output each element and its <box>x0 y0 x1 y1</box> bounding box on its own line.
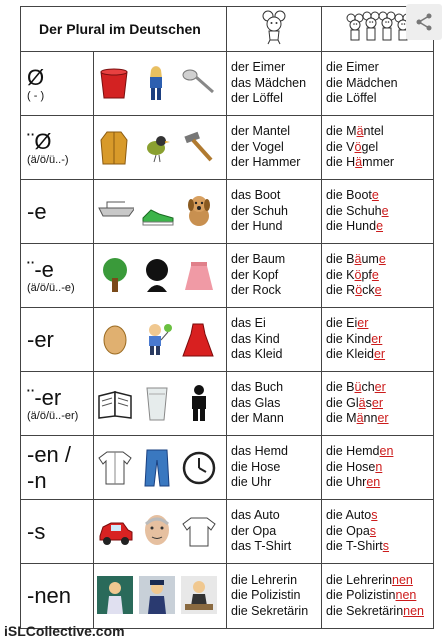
plural-word <box>326 411 433 427</box>
trousers-icon <box>138 448 176 488</box>
car-icon <box>96 512 134 552</box>
plural-ending-mark: ä <box>358 395 366 410</box>
plural-word <box>326 140 433 156</box>
singular-word: die Hose <box>231 459 281 474</box>
plural-word <box>326 252 433 268</box>
table-row <box>21 244 434 308</box>
picture-cell <box>94 180 227 244</box>
plural-word <box>326 316 433 332</box>
singular-word: der Eimer <box>231 60 286 75</box>
plural-stem: die Gl <box>326 395 359 410</box>
man-icon <box>180 384 218 424</box>
singular-word: der Mann <box>231 411 284 426</box>
plural-stem: die Kleid <box>326 347 374 362</box>
plural-stem: die T-Shirt <box>326 539 383 554</box>
plural-stem: die M <box>326 411 357 426</box>
singular-word: die Sekretärin <box>231 603 309 618</box>
plural-stem: die Auto <box>326 508 372 523</box>
ending-label: -nen <box>27 583 72 609</box>
singular-word: das Hemd <box>231 444 288 459</box>
teacher-icon <box>96 576 134 616</box>
plural-word <box>326 508 433 524</box>
header-row <box>21 7 434 52</box>
plural-word <box>326 219 433 235</box>
bird-icon <box>138 128 176 168</box>
plural-word <box>326 76 433 92</box>
singular-word: das Boot <box>231 188 281 203</box>
singular-word: der Baum <box>231 252 286 267</box>
ending-cell <box>21 52 94 116</box>
ending-note: (ä/ö/ü..-) <box>27 153 69 166</box>
picture-cell <box>94 308 227 372</box>
plural-word <box>326 283 433 299</box>
ending-cell <box>21 180 94 244</box>
ending-label-2: -n <box>27 467 47 493</box>
ending-note: (ä/ö/ü..-er) <box>27 409 79 422</box>
plural-stem: die Schuh <box>326 203 382 218</box>
singular-cell <box>227 180 322 244</box>
plural-stem: die Sekretärin <box>326 603 404 618</box>
plural-stem: die Uhr <box>326 475 367 490</box>
ending-label: -er <box>27 326 54 352</box>
plural-ending-mark: nen <box>403 603 424 618</box>
singular-word: die Lehrerin <box>231 572 298 587</box>
grandpa-icon <box>138 512 176 552</box>
ending-note: (ä/ö/ü..-e) <box>27 281 75 294</box>
ending-label: ¨Ø <box>27 128 52 154</box>
plural-stem: die Löffel <box>326 91 377 106</box>
plural-stem: die V <box>326 139 355 154</box>
singular-cell <box>227 52 322 116</box>
police-icon <box>138 576 176 616</box>
singular-word: der Schuh <box>231 203 288 218</box>
girl-icon <box>138 64 176 104</box>
plural-stem: ch <box>361 380 375 395</box>
plural-cell <box>322 244 434 308</box>
plural-stem: die B <box>326 380 355 395</box>
picture-cell <box>94 116 227 180</box>
singular-word: der Rock <box>231 283 282 298</box>
singular-cell <box>227 244 322 308</box>
plural-cell <box>322 308 434 372</box>
singular-cell <box>227 308 322 372</box>
picture-cell <box>94 436 227 500</box>
tshirt-icon <box>180 512 218 552</box>
singular-word: der Hund <box>231 219 283 234</box>
plural-ending-mark: e <box>371 188 379 203</box>
ending-label: ¨-e <box>27 256 54 282</box>
singular-word: der Opa <box>231 523 277 538</box>
plural-ending-mark: er <box>374 380 386 395</box>
plural-stem: die Boot <box>326 188 372 203</box>
ending-cell <box>21 564 94 629</box>
plural-stem: um <box>361 252 379 267</box>
plural-ending-mark: er <box>371 331 383 346</box>
table-row <box>21 308 434 372</box>
book-icon <box>96 384 134 424</box>
ending-cell <box>21 436 94 500</box>
plural-word <box>326 204 433 220</box>
plural-cell <box>322 116 434 180</box>
plural-stem: die R <box>326 283 356 298</box>
plural-word <box>326 396 433 412</box>
singular-word: der Löffel <box>231 91 283 106</box>
plural-ending-mark: n <box>375 459 383 474</box>
singular-cell <box>227 564 322 629</box>
plural-ending-mark: s <box>369 523 377 538</box>
plural-ending-mark: en <box>366 475 381 490</box>
plural-ending-mark: en <box>379 444 394 459</box>
plural-stem: pf <box>361 267 372 282</box>
plural-ending-mark: er <box>357 316 369 331</box>
plural-word <box>326 444 433 460</box>
page-title: Der Plural im Deutschen <box>21 7 227 52</box>
singular-word: der Kopf <box>231 267 279 282</box>
singular-word: das Buch <box>231 380 284 395</box>
shirt-icon <box>96 448 134 488</box>
plural-stem: die H <box>326 155 356 170</box>
plural-word <box>326 460 433 476</box>
plural-cell <box>322 180 434 244</box>
ending-label: -e <box>27 198 47 224</box>
ending-label: -s <box>27 518 46 544</box>
spoon-icon <box>180 64 218 104</box>
plural-cell <box>322 372 434 436</box>
plural-ending-mark: e <box>376 219 384 234</box>
table-row <box>21 500 434 564</box>
plural-ending-mark: ä <box>356 411 364 426</box>
dress-icon <box>180 320 218 360</box>
plural-cell <box>322 52 434 116</box>
plural-word <box>326 604 433 620</box>
plural-word <box>326 155 433 171</box>
picture-cell <box>94 244 227 308</box>
singular-word: das T-Shirt <box>231 539 292 554</box>
tree-icon <box>96 256 134 296</box>
plural-ending-mark: e <box>374 283 382 298</box>
ending-cell <box>21 244 94 308</box>
table-row <box>21 52 434 116</box>
plural-word <box>326 539 433 555</box>
plural-stem: die Mädchen <box>326 75 398 90</box>
ending-cell <box>21 500 94 564</box>
plural-stem: nn <box>363 411 378 426</box>
plural-word <box>326 91 433 107</box>
singular-cell <box>227 116 322 180</box>
plural-ending-mark: e <box>381 203 389 218</box>
singular-word: das Auto <box>231 508 280 523</box>
plural-stem: die Hemd <box>326 444 380 459</box>
plural-ending-mark: ö <box>354 267 362 282</box>
picture-cell <box>94 500 227 564</box>
head-icon <box>138 256 176 296</box>
clock-icon <box>180 448 218 488</box>
plural-ending-mark: ö <box>354 139 362 154</box>
secretary-icon <box>180 576 218 616</box>
singular-word: das Mädchen <box>231 75 307 90</box>
singular-word: das Kleid <box>231 347 283 362</box>
plural-stem: die Opa <box>326 523 370 538</box>
dog-icon <box>180 192 218 232</box>
mouse-icon <box>259 9 289 45</box>
ending-label: ¨-er <box>27 384 62 410</box>
boat-icon <box>96 192 134 232</box>
mice-icon <box>343 9 413 45</box>
singular-cell <box>227 500 322 564</box>
plural-ending-mark: er <box>371 395 383 410</box>
table-row <box>21 116 434 180</box>
plural-stem: die M <box>326 124 357 139</box>
share-icon <box>414 12 434 32</box>
plural-ending-mark: nen <box>392 572 413 587</box>
plural-ending-mark: nen <box>395 588 417 603</box>
plural-ending-mark: ä <box>354 252 362 267</box>
plural-ending-mark: er <box>377 411 389 426</box>
child-icon <box>138 320 176 360</box>
shoe-icon <box>138 192 176 232</box>
watermark: iSLCollective.com <box>4 623 125 639</box>
ending-label: -en / <box>27 442 72 468</box>
plural-ending-mark: ü <box>354 380 362 395</box>
plural-ending-mark: ä <box>355 155 363 170</box>
plural-stem: s <box>365 395 372 410</box>
ending-label: Ø <box>27 64 45 90</box>
plural-word <box>326 124 433 140</box>
egg-icon <box>96 320 134 360</box>
plural-ending-mark: e <box>378 252 386 267</box>
skirt-icon <box>180 256 218 296</box>
plural-stem: ntel <box>363 124 384 139</box>
singular-word: der Mantel <box>231 124 291 139</box>
plural-word <box>326 573 433 589</box>
table-row <box>21 372 434 436</box>
plural-stem: die Polizistin <box>326 588 396 603</box>
plural-word <box>326 188 433 204</box>
plural-stem: gel <box>361 139 379 154</box>
plural-word <box>326 380 433 396</box>
plural-stem: die K <box>326 267 355 282</box>
plural-stem: mmer <box>362 155 395 170</box>
ending-cell <box>21 372 94 436</box>
plural-stem: die Lehrerin <box>326 572 393 587</box>
plural-word <box>326 588 433 604</box>
coat-icon <box>96 128 134 168</box>
plural-word <box>326 475 433 491</box>
singular-cell <box>227 372 322 436</box>
plural-word <box>326 332 433 348</box>
singular-word: der Vogel <box>231 139 284 154</box>
plural-ending-mark: ä <box>356 124 364 139</box>
singular-word: die Uhr <box>231 475 272 490</box>
picture-cell <box>94 564 227 629</box>
plural-ending-mark: s <box>382 539 390 554</box>
plural-stem: die Kind <box>326 331 372 346</box>
plural-worksheet <box>20 6 433 626</box>
singular-header <box>227 7 322 52</box>
plural-stem: ck <box>362 283 375 298</box>
plural-table <box>20 6 434 629</box>
singular-cell <box>227 436 322 500</box>
plural-ending-mark: e <box>371 267 379 282</box>
plural-stem: die Hose <box>326 459 376 474</box>
hammer-icon <box>180 128 218 168</box>
table-row <box>21 436 434 500</box>
plural-word <box>326 268 433 284</box>
table-row <box>21 180 434 244</box>
ending-cell <box>21 308 94 372</box>
ending-cell <box>21 116 94 180</box>
plural-stem: die Hund <box>326 219 377 234</box>
singular-word: die Polizistin <box>231 588 301 603</box>
singular-word: der Hammer <box>231 155 301 170</box>
plural-stem: die Ei <box>326 316 358 331</box>
plural-stem: die B <box>326 252 355 267</box>
glass-icon <box>138 384 176 424</box>
plural-stem: die Eimer <box>326 60 379 75</box>
plural-cell <box>322 500 434 564</box>
singular-word: das Ei <box>231 316 266 331</box>
ending-note: ( - ) <box>27 89 45 102</box>
plural-word <box>326 347 433 363</box>
plural-word <box>326 60 433 76</box>
plural-ending-mark: s <box>371 508 378 523</box>
plural-word <box>326 524 433 540</box>
picture-cell <box>94 372 227 436</box>
picture-cell <box>94 52 227 116</box>
plural-cell <box>322 436 434 500</box>
plural-ending-mark: ö <box>355 283 363 298</box>
singular-word: das Glas <box>231 395 281 410</box>
share-button[interactable] <box>406 4 442 40</box>
singular-word: das Kind <box>231 331 280 346</box>
table-row <box>21 564 434 629</box>
bucket-icon <box>96 64 134 104</box>
plural-ending-mark: er <box>373 347 386 362</box>
plural-cell <box>322 564 434 629</box>
